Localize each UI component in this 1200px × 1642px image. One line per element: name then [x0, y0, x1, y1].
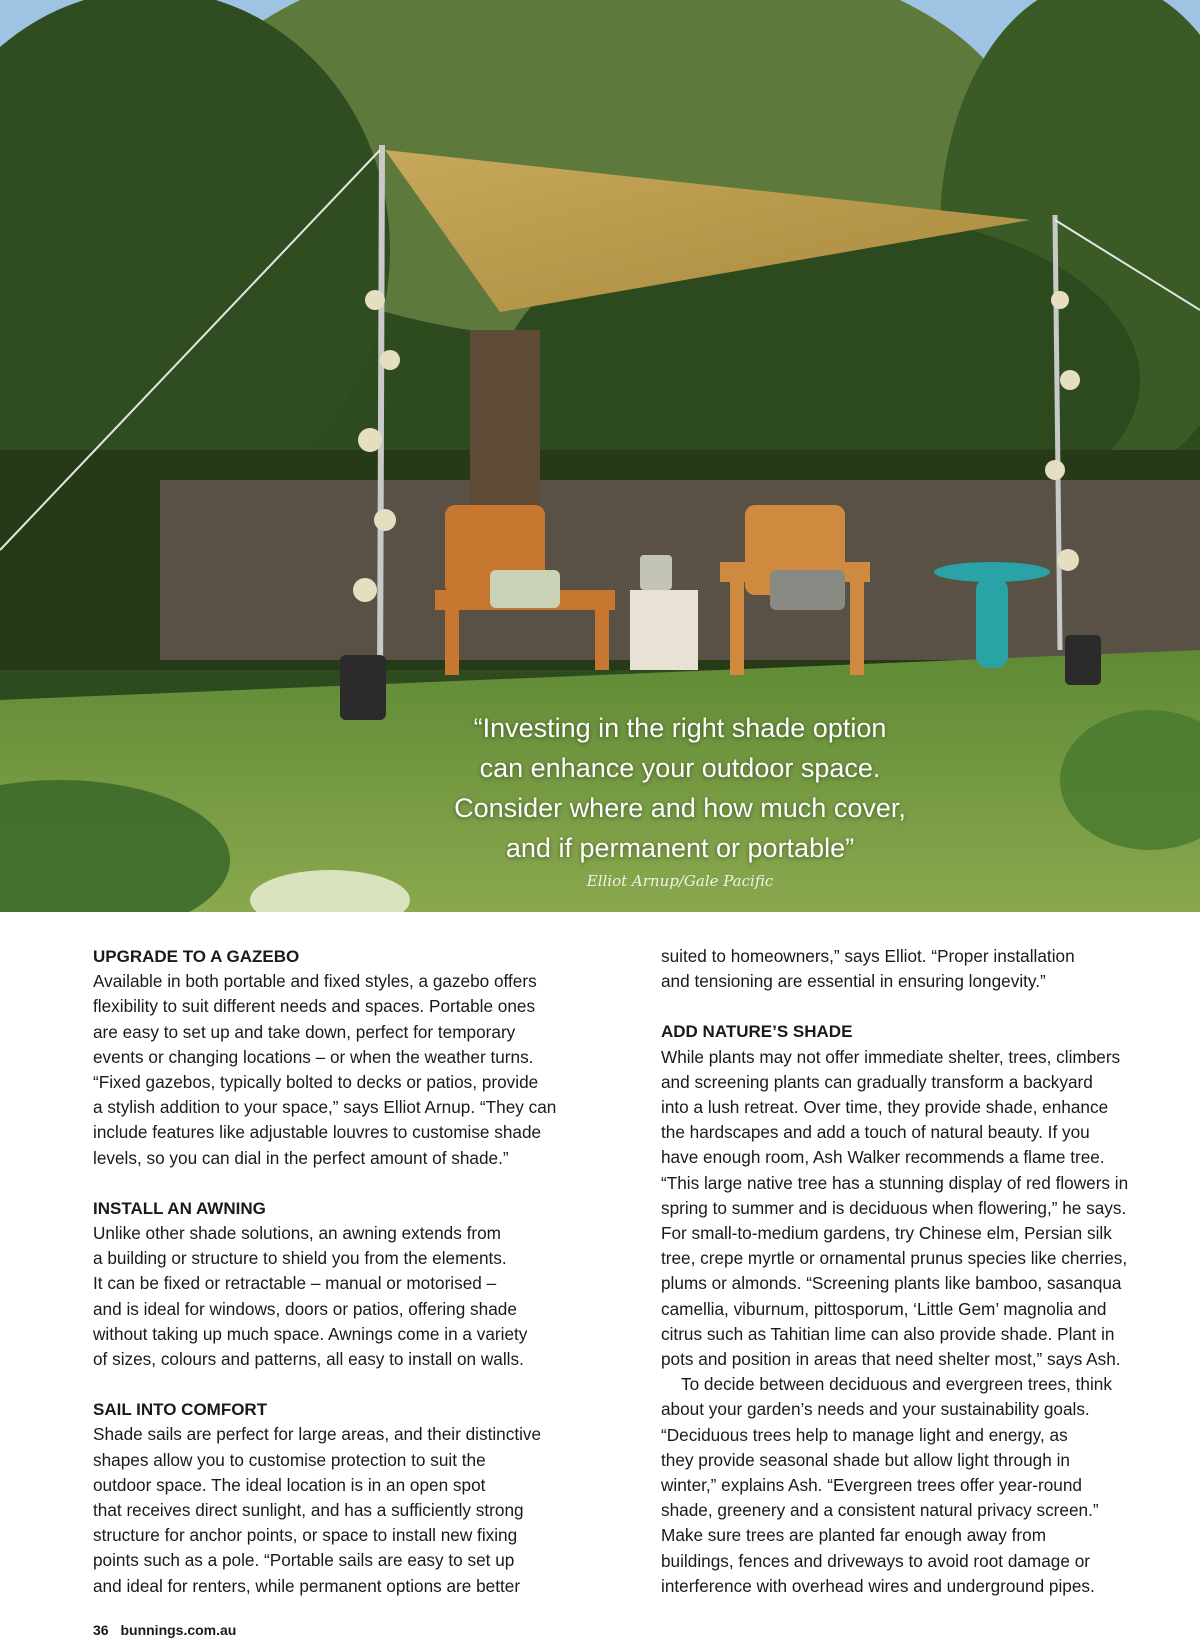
section-heading: SAIL INTO COMFORT: [93, 1400, 268, 1420]
body-text-line: and ideal for renters, while permanent options are better: [93, 1575, 521, 1596]
body-text-line: into a lush retreat. Over time, they provide shade, enhance: [661, 1097, 1109, 1118]
pull-quote-line: and if permanent or portable”: [505, 833, 855, 863]
body-text-line: shade, greenery and a consistent natural privacy screen.”: [661, 1500, 1099, 1521]
pull-quote-line: can enhance your outdoor space.: [479, 753, 881, 783]
body-text-line: “Fixed gazebos, typically bolted to decks or patios, provide: [93, 1072, 539, 1093]
body-text-line: buildings, fences and driveways to avoid root damage or: [661, 1550, 1090, 1571]
footer-website: bunnings.com.au: [120, 1622, 237, 1638]
body-text-line: To decide between deciduous and evergreen trees, think: [681, 1374, 1112, 1395]
pull-quote: [330, 708, 1030, 868]
body-text-line: have enough room, Ash Walker recommends a flame tree.: [661, 1147, 1105, 1168]
body-text-line: spring to summer and is deciduous when flowering,” he says.: [661, 1197, 1127, 1218]
body-text-line: plums or almonds. “Screening plants like bamboo, sasanqua: [661, 1273, 1122, 1294]
pot-plant: [640, 555, 672, 590]
article-column-right: [661, 944, 1200, 1599]
body-text-line: a building or structure to shield you from the elements.: [93, 1248, 507, 1269]
body-text-line: they provide seasonal shade but allow light through in: [661, 1449, 1070, 1470]
body-text-line: without taking up much space. Awnings come in a variety: [93, 1323, 528, 1344]
section-heading: INSTALL AN AWNING: [93, 1198, 266, 1218]
body-text-line: a stylish addition to your space,” says Elliot Arnup. “They can: [93, 1097, 557, 1118]
side-table: [630, 590, 698, 670]
pull-quote-line: Consider where and how much cover,: [454, 793, 906, 823]
body-text-line: suited to homeowners,” says Elliot. “Proper installation: [661, 946, 1075, 966]
section-heading: ADD NATURE’S SHADE: [661, 1022, 853, 1042]
body-text-line: structure for anchor points, or space to install new fixing: [93, 1525, 518, 1546]
body-text-line: “This large native tree has a stunning display of red flowers in: [661, 1172, 1129, 1193]
left-pole: [380, 145, 382, 690]
body-text-line: about your garden’s needs and your sustainability goals.: [661, 1399, 1090, 1420]
paragraph-gap: [93, 1372, 633, 1397]
body-text-line: Unlike other shade solutions, an awning extends from: [93, 1223, 501, 1244]
body-text-line: and is ideal for windows, doors or patios, offering shade: [93, 1298, 517, 1319]
body-text-line: and tensioning are essential in ensuring longevity.”: [661, 971, 1046, 992]
body-text-line: that receives direct sunlight, and has a sufficiently strong: [93, 1500, 524, 1521]
body-text-line: the hardscapes and add a touch of natural beauty. If you: [661, 1122, 1090, 1143]
page-footer: [93, 1622, 244, 1638]
body-text-line: shapes allow you to customise protection to suit the: [93, 1449, 486, 1470]
body-text-line: levels, so you can dial in the perfect amount of shade.”: [93, 1147, 509, 1168]
body-text-line: of sizes, colours and patterns, all easy to install on walls.: [93, 1349, 524, 1370]
body-text-line: events or changing locations – or when the weather turns.: [93, 1046, 534, 1067]
body-text-line: tree, crepe myrtle or ornamental prunus species like cherries,: [661, 1248, 1128, 1269]
body-text-line: For small-to-medium gardens, try Chinese elm, Persian silk: [661, 1223, 1112, 1244]
body-text-line: camellia, viburnum, pittosporum, ‘Little Gem’ magnolia and: [661, 1298, 1107, 1319]
body-text-line: are easy to set up and take down, perfect for temporary: [93, 1021, 516, 1042]
paragraph-gap: [93, 1171, 633, 1196]
body-text-line: “Deciduous trees help to manage light and energy, as: [661, 1424, 1068, 1445]
body-text-line: It can be fixed or retractable – manual or motorised –: [93, 1273, 497, 1294]
body-text-line: citrus such as Tahitian lime can also provide shade. Plant in: [661, 1323, 1115, 1344]
body-text-line: points such as a pole. “Portable sails are easy to set up: [93, 1550, 515, 1571]
paragraph-gap: [661, 994, 1200, 1019]
quote-attribution: Elliot Arnup/Gale Pacific: [586, 872, 774, 890]
body-text-line: include features like adjustable louvres to customise shade: [93, 1122, 542, 1143]
body-text-line: Shade sails are perfect for large areas, and their distinctive: [93, 1424, 542, 1445]
page-number: 36: [93, 1622, 109, 1638]
body-text-line: While plants may not offer immediate shelter, trees, climbers: [661, 1046, 1121, 1067]
section-heading: UPGRADE TO A GAZEBO: [93, 947, 300, 966]
pull-quote-line: “Investing in the right shade option: [473, 713, 887, 743]
body-text-line: Make sure trees are planted far enough away from: [661, 1525, 1047, 1546]
body-text-line: flexibility to suit different needs and spaces. Portable ones: [93, 996, 536, 1017]
body-text-line: outdoor space. The ideal location is in an open spot: [93, 1474, 486, 1495]
body-text-line: pots and position in areas that need shelter most,” says Ash.: [661, 1349, 1121, 1370]
article-column-left: [93, 944, 633, 1599]
body-text-line: and screening plants can gradually transform a backyard: [661, 1071, 1093, 1092]
body-text-line: interference with overhead wires and underground pipes.: [661, 1575, 1095, 1596]
body-text-line: winter,” explains Ash. “Evergreen trees offer year-round: [661, 1475, 1082, 1496]
body-text-line: Available in both portable and fixed styles, a gazebo offers: [93, 971, 537, 992]
